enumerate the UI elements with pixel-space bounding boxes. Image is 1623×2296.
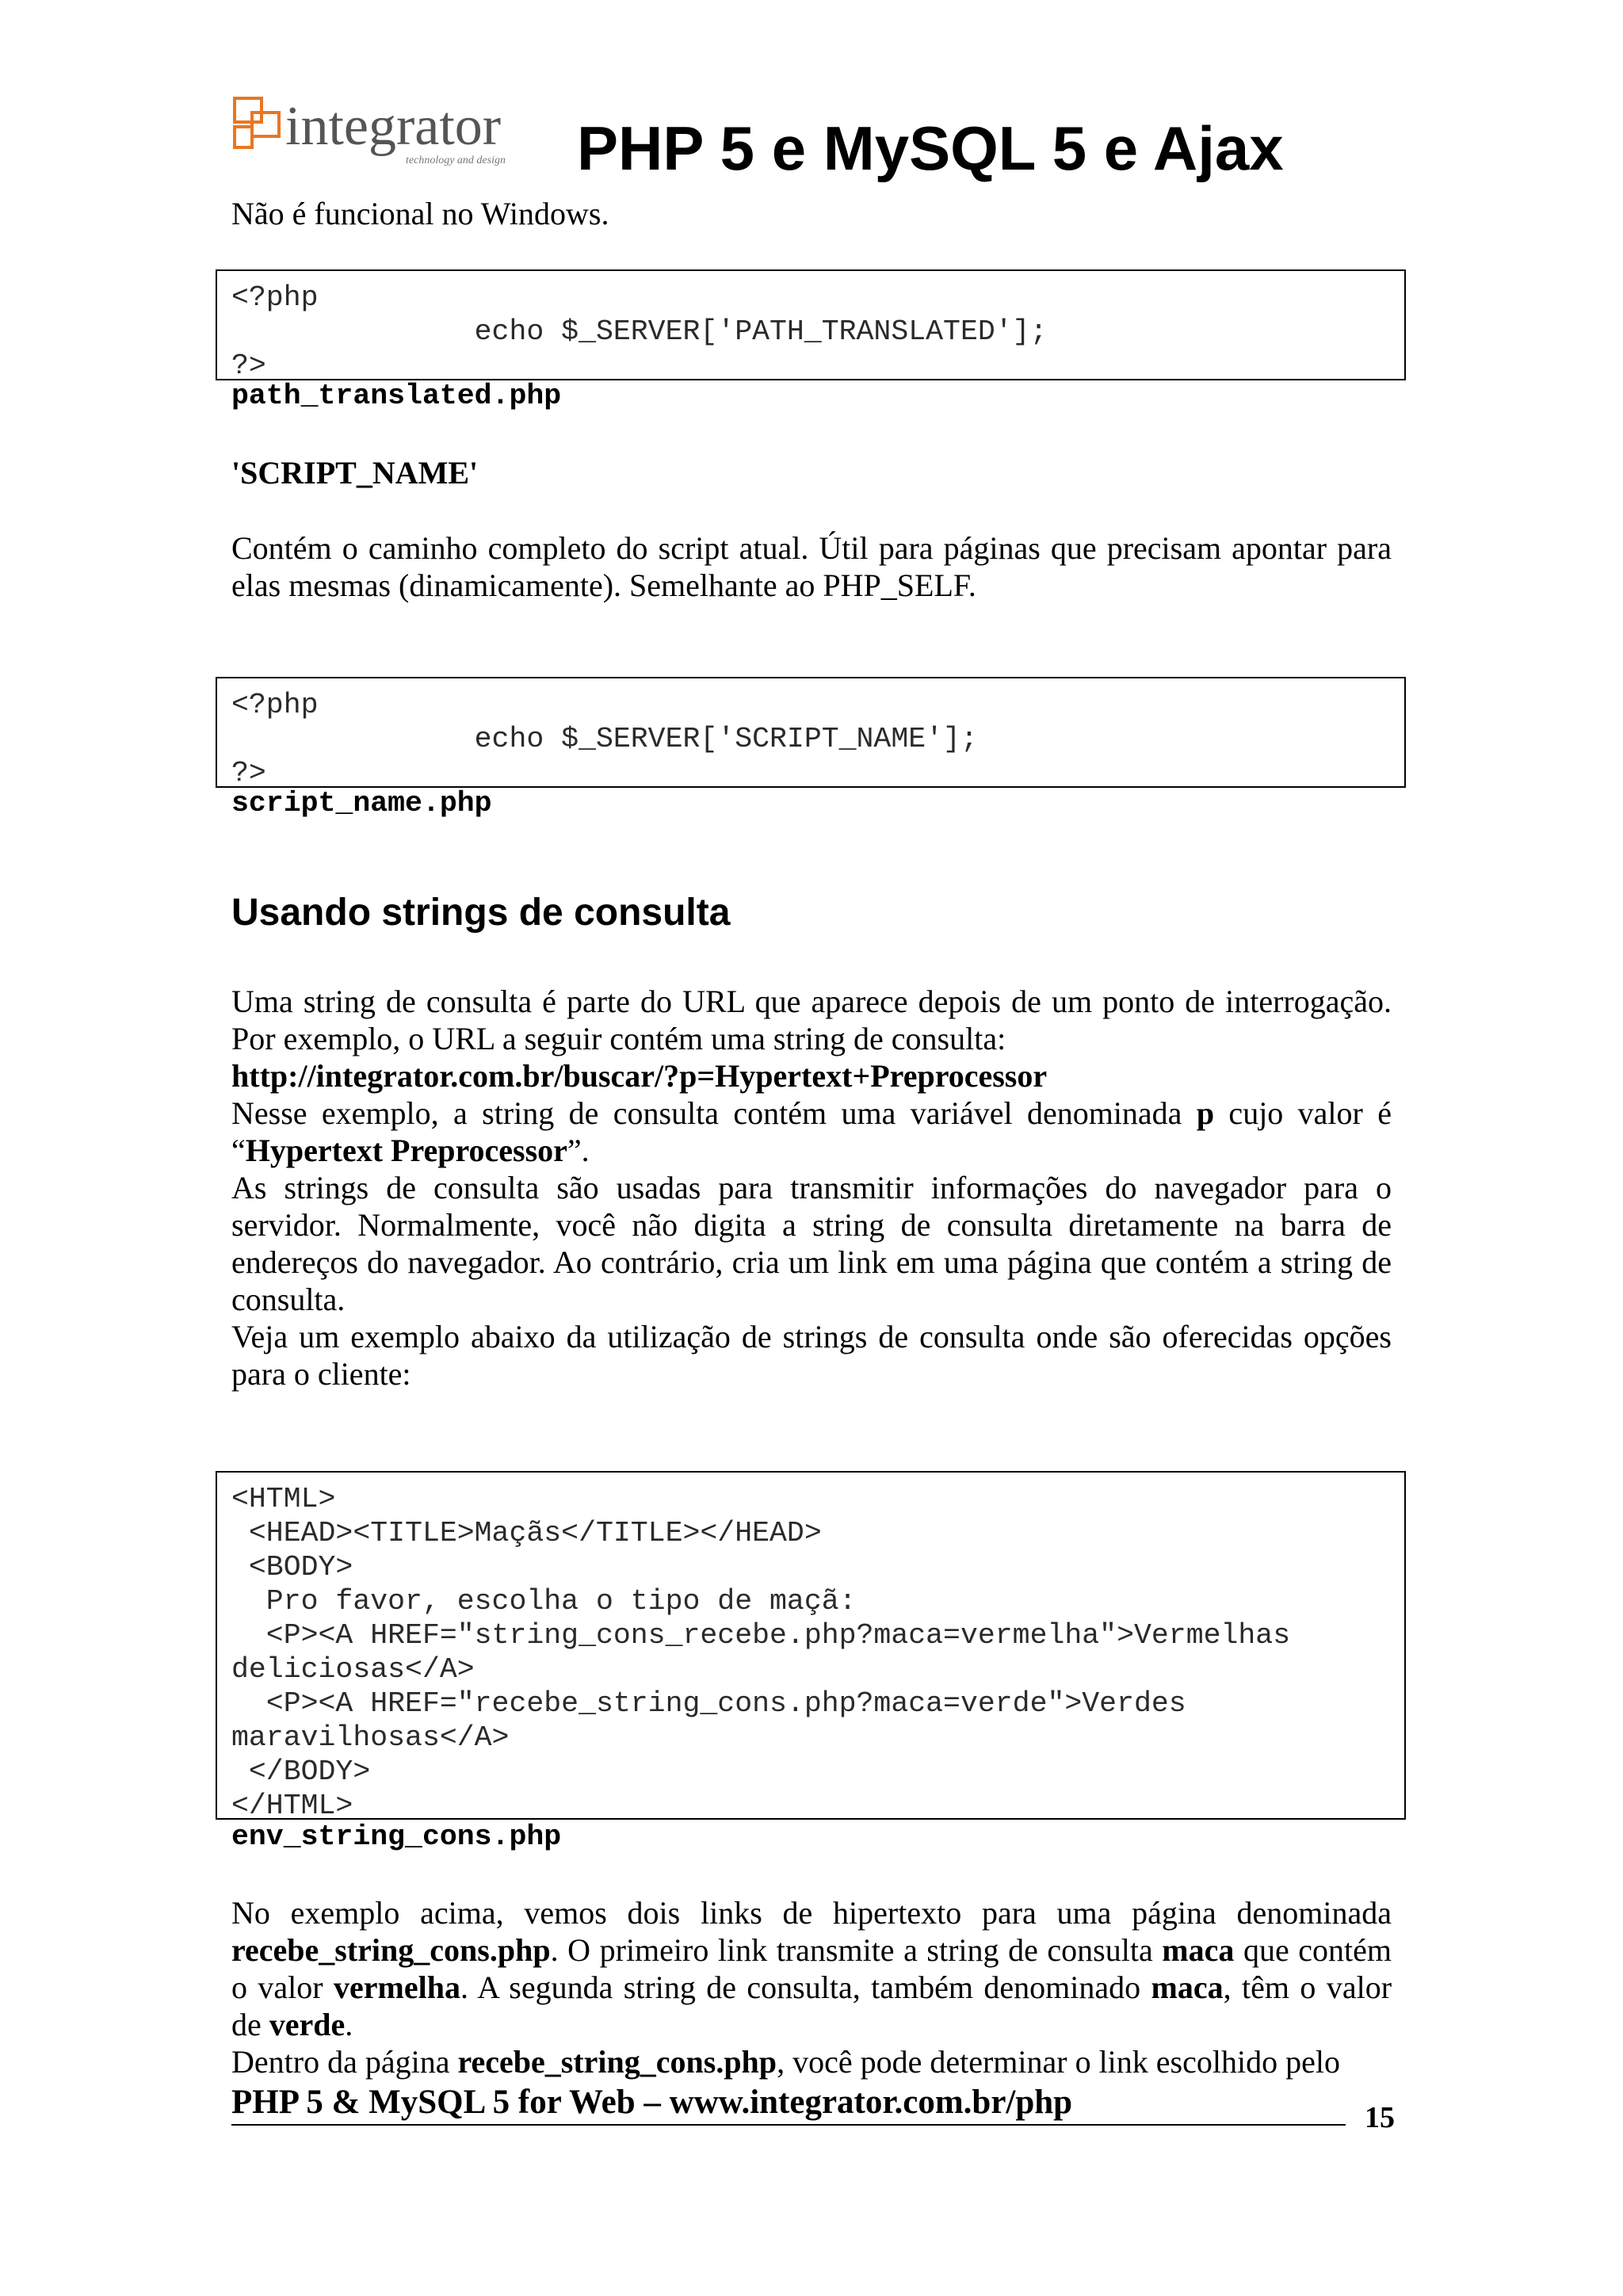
code-line: echo $_SERVER['SCRIPT_NAME'];	[231, 723, 978, 755]
page-number: 15	[1365, 2101, 1395, 2134]
code-line: ?>	[231, 350, 266, 380]
code-line: <?php	[231, 689, 319, 721]
query-string-section	[231, 983, 1392, 1392]
intro-line: Não é funcional no Windows.	[231, 196, 609, 231]
code-line: </HTML>	[231, 1790, 353, 1820]
code-block-path-translated	[216, 269, 1406, 380]
integrator-logo-icon	[231, 95, 548, 174]
text-run: que contém o valor	[231, 1932, 1392, 2005]
code-line: echo $_SERVER['PATH_TRANSLATED'];	[231, 315, 1048, 348]
code-line: <HTML>	[231, 1483, 336, 1515]
paragraph-last	[231, 2043, 1392, 2080]
bold-run: maca	[1162, 1932, 1235, 1968]
paragraph-script-name: Contém o caminho completo do script atual. Útil para páginas que precisam apontar para elas mesmas (dinamicamente). Semelhante ao PHP_SELF.	[231, 530, 1392, 603]
code-line: <BODY>	[231, 1551, 353, 1584]
text-run: . A segunda string de consulta, também denominado	[460, 1969, 1151, 2005]
code-line: <P><A HREF="recebe_string_cons.php?maca=verde">Verdes	[231, 1687, 1186, 1720]
code-line: Pro favor, escolha o tipo de maçã:	[231, 1585, 857, 1618]
bold-run: Hypertext Preprocessor	[245, 1133, 567, 1168]
text-run: Nesse exemplo, a string de consulta contém uma variável denominada	[231, 1095, 1197, 1131]
example-url-text: http://integrator.com.br/buscar/?p=Hypertext+Preprocessor	[231, 1058, 1048, 1094]
code-block-env-string-cons	[216, 1471, 1406, 1820]
header-title: PHP 5 e MySQL 5 e Ajax	[577, 113, 1284, 183]
paragraph-qs-usage: As strings de consulta são usadas para transmitir informações do navegador para o servidor. Normalmente, você não digita a string de consulta diretamente na barra de endereços do navegador. Ao contrário, cria um link em uma página que contém a string de consulta.	[231, 1170, 1392, 1317]
code-line: </BODY>	[231, 1755, 371, 1788]
code-line: maravilhosas</A>	[231, 1721, 510, 1754]
text-run: .	[345, 2007, 353, 2042]
code-line: <P><A HREF="string_cons_recebe.php?maca=vermelha">Vermelhas	[231, 1619, 1291, 1652]
code-line: deliciosas</A>	[231, 1653, 475, 1686]
integrator-logo	[231, 95, 548, 174]
example-url	[231, 1057, 1392, 1095]
text-run: . O primeiro link transmite a string de consulta	[550, 1932, 1163, 1968]
text-run: , você pode determinar o link escolhido pelo	[777, 2044, 1340, 2080]
text-run: cujo valor é “	[231, 1095, 1392, 1168]
paragraph-qs-example	[231, 1095, 1392, 1169]
logo-tagline: technology and design	[406, 155, 506, 166]
bold-run: p	[1196, 1095, 1215, 1131]
explanation-section	[231, 1894, 1392, 2080]
code-line: ?>	[231, 757, 266, 788]
code-line: <?php	[231, 281, 319, 314]
paragraph-qs-intro: Uma string de consulta é parte do URL que aparece depois de um ponto de interrogação. Por exemplo, o URL a seguir contém uma string de consulta:	[231, 984, 1392, 1056]
subheading-script-name: 'SCRIPT_NAME'	[231, 455, 479, 491]
code-filename: env_string_cons.php	[231, 1820, 562, 1853]
text-run: Dentro da página	[231, 2044, 458, 2080]
paragraph-example-explanation	[231, 1894, 1392, 2043]
code-block-script-name	[216, 677, 1406, 788]
bold-run: maca	[1151, 1969, 1224, 2005]
bold-run: recebe_string_cons.php	[457, 2044, 777, 2080]
code-line: <HEAD><TITLE>Maçãs</TITLE></HEAD>	[231, 1517, 822, 1549]
code-filename: path_translated.php	[231, 380, 562, 412]
footer-divider	[231, 2124, 1346, 2126]
page-footer: PHP 5 & MySQL 5 for Web – www.integrator.com.br/php	[231, 2084, 1073, 2121]
code-filename: script_name.php	[231, 787, 492, 819]
bold-run: recebe_string_cons.php	[231, 1932, 551, 1968]
section-heading: Usando strings de consulta	[231, 892, 731, 934]
bold-run: vermelha	[334, 1969, 460, 2005]
bold-run: verde	[269, 2007, 346, 2042]
text-run: , têm o valor de	[231, 1969, 1392, 2042]
text-run: No exemplo acima, vemos dois links de hipertexto para uma página denominada	[231, 1895, 1392, 1931]
text-run: ”.	[567, 1133, 590, 1168]
paragraph-qs-example-intro: Veja um exemplo abaixo da utilização de strings de consulta onde são oferecidas opções para o cliente:	[231, 1319, 1392, 1392]
logo-text: integrator	[285, 96, 502, 157]
